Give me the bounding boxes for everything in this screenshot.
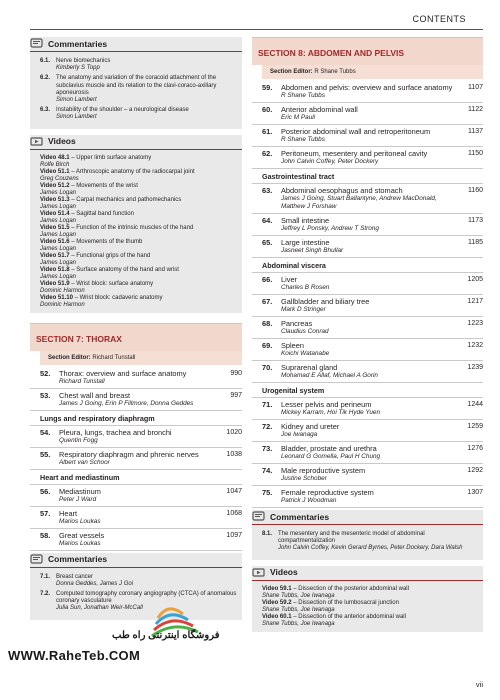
chapter-author: Richard Tunstall bbox=[59, 377, 105, 385]
commentary-number: 6.2. bbox=[40, 75, 51, 82]
chapter-page: 1173 bbox=[467, 217, 483, 224]
running-header: CONTENTS bbox=[412, 14, 466, 24]
video-author: James Logan bbox=[40, 189, 77, 196]
commentary-author: Simon Lambert bbox=[56, 114, 97, 121]
video-title: – Wrist block: surface anatomy bbox=[69, 280, 154, 287]
commentaries-header bbox=[30, 37, 242, 52]
video-entry bbox=[40, 183, 242, 197]
chapter-title: Male reproductive system bbox=[281, 466, 366, 475]
chapter-number: 69. bbox=[262, 341, 273, 350]
chapter-page: 1068 bbox=[226, 509, 242, 517]
chapter-number: 68. bbox=[262, 319, 273, 328]
chapter-row bbox=[252, 442, 483, 464]
video-author: James Logan bbox=[40, 231, 77, 238]
video-entry bbox=[40, 197, 242, 211]
video-entry bbox=[40, 281, 242, 295]
commentary-author: Donna Geddes, James J Goi bbox=[56, 580, 134, 587]
commentary-entry bbox=[40, 107, 242, 121]
chapter-row bbox=[252, 317, 483, 339]
video-code: Video 51.4 bbox=[40, 210, 70, 217]
video-author: James Logan bbox=[40, 203, 77, 210]
video-code: Video 51.3 bbox=[40, 196, 70, 203]
video-code: Video 51.2 bbox=[40, 182, 70, 189]
chapter-number: 64. bbox=[262, 216, 273, 225]
video-code: Video 60.1 bbox=[262, 613, 292, 620]
section-8-title: SECTION 8: ABDOMEN AND PELVIS bbox=[258, 48, 405, 58]
chapter-row bbox=[30, 367, 242, 389]
video-title: – Dissection of the lumbosacral junction bbox=[291, 599, 399, 606]
chapter-number: 70. bbox=[262, 363, 273, 372]
chapter-title: Liver bbox=[281, 275, 298, 284]
chapter-title: Large intestine bbox=[281, 238, 330, 247]
chapter-page: 1259 bbox=[467, 423, 483, 430]
section-7-chapters bbox=[30, 365, 242, 551]
chapter-page: 1160 bbox=[467, 187, 483, 194]
commentary-entry bbox=[40, 58, 242, 72]
chapter-title: Respiratory diaphragm and phrenic nerves bbox=[59, 449, 199, 459]
section-7-editor: Section Editor: Richard Tunstall bbox=[40, 351, 242, 365]
chapter-author: Mark D Stringer bbox=[281, 306, 326, 313]
chapter-page: 1097 bbox=[226, 531, 242, 539]
chapter-row bbox=[252, 464, 483, 486]
video-author: Rolfe Birch bbox=[40, 161, 70, 168]
chapter-page: 1038 bbox=[226, 450, 242, 458]
chapter-title: Heart bbox=[59, 508, 78, 518]
video-author: Shane Tubbs, Joe Iwanaga bbox=[262, 592, 335, 599]
chapter-author: Peter J Ward bbox=[59, 495, 97, 503]
right-videos-list bbox=[252, 585, 483, 632]
chapter-author: R Shane Tubbs bbox=[281, 136, 325, 143]
videos-header bbox=[30, 135, 242, 150]
chapter-number: 60. bbox=[262, 105, 273, 114]
chapter-row bbox=[252, 236, 483, 258]
chapter-row bbox=[252, 103, 483, 125]
video-code: Video 51.5 bbox=[40, 224, 70, 231]
chapter-page: 1232 bbox=[467, 342, 483, 349]
chapter-author: Marios Loukas bbox=[59, 517, 101, 525]
chapter-title: Pancreas bbox=[281, 319, 313, 328]
watermark-persian-text: فروشگاه اینترنتی راه طب bbox=[112, 630, 220, 641]
chapter-title: Pleura, lungs, trachea and bronchi bbox=[59, 427, 172, 437]
video-code: Video 51.8 bbox=[40, 266, 70, 273]
section-8-chapters bbox=[252, 79, 483, 508]
chapter-title: Lesser pelvis and perineum bbox=[281, 400, 372, 409]
video-entry bbox=[262, 586, 483, 600]
video-entry bbox=[40, 225, 242, 239]
chapter-page: 1217 bbox=[467, 298, 483, 305]
chapter-title: Anterior abdominal wall bbox=[281, 105, 358, 114]
chapter-author: Koichi Watanabe bbox=[281, 350, 330, 357]
chapter-page: 1307 bbox=[467, 489, 483, 496]
commentary-number: 7.1. bbox=[40, 573, 51, 580]
commentary-title: Breast cancer bbox=[56, 573, 94, 580]
commentaries-2-title: Commentaries bbox=[48, 554, 108, 565]
commentary-icon bbox=[252, 511, 265, 522]
chapter-row bbox=[30, 485, 242, 507]
chapter-row bbox=[252, 339, 483, 361]
chapter-number: 56. bbox=[40, 486, 51, 496]
chapter-author: Charles B Rosen bbox=[281, 284, 330, 291]
chapter-author: Jeffrey L Ponsky, Andrew T Strong bbox=[281, 225, 379, 232]
chapter-page: 997 bbox=[230, 391, 242, 399]
video-author: James Logan bbox=[40, 217, 77, 224]
video-title: – Functional grips of the hand bbox=[69, 252, 151, 259]
chapter-page: 1020 bbox=[226, 428, 242, 436]
chapter-page: 1150 bbox=[467, 150, 483, 157]
videos-list bbox=[30, 154, 242, 313]
right-commentaries-title: Commentaries bbox=[270, 511, 330, 522]
chapter-number: 61. bbox=[262, 127, 273, 136]
video-title: – Carpal mechanics and pathomechanics bbox=[69, 196, 182, 203]
video-code: Video 51.10 bbox=[40, 294, 73, 301]
chapter-title: Suprarenal gland bbox=[281, 363, 338, 372]
chapter-author: Mohamad E Allaf, Michael A Gorin bbox=[281, 372, 378, 379]
video-code: Video 51.1 bbox=[40, 168, 70, 175]
chapter-number: 53. bbox=[40, 390, 51, 400]
commentary-author: Julia Sun, Jonathan Weir-McCall bbox=[56, 605, 143, 612]
chapter-title: Abdomen and pelvis: overview and surface anatomy bbox=[281, 83, 453, 92]
chapter-page: 1107 bbox=[467, 84, 483, 91]
chapter-row bbox=[30, 426, 242, 448]
chapter-author: John Calvin Coffey, Peter Dockery bbox=[281, 158, 379, 165]
chapter-number: 71. bbox=[262, 400, 273, 409]
chapter-number: 54. bbox=[40, 427, 51, 437]
section-7-title: SECTION 7: THORAX bbox=[36, 333, 122, 344]
commentary-author: Kimberly S Topp bbox=[56, 65, 100, 72]
commentary-icon bbox=[30, 554, 43, 565]
chapter-title: Kidney and ureter bbox=[281, 422, 340, 431]
section-8-editor: Section Editor: R Shane Tubbs bbox=[262, 65, 483, 79]
right-videos-header bbox=[252, 566, 483, 581]
chapter-title: Abdominal oesophagus and stomach bbox=[281, 186, 403, 195]
right-commentaries-block bbox=[252, 510, 483, 560]
videos-block bbox=[30, 135, 242, 313]
video-code: Video 51.7 bbox=[40, 252, 70, 259]
chapter-title: Gallbladder and biliary tree bbox=[281, 297, 370, 306]
video-code: Video 59.2 bbox=[262, 599, 292, 606]
chapter-author: James J Going, Erin P Fillmore, Donna Geddes bbox=[59, 399, 194, 407]
video-author: James Logan bbox=[40, 245, 77, 252]
chapter-group-heading: Heart and mediastinum bbox=[30, 470, 242, 485]
video-entry bbox=[40, 211, 242, 225]
right-commentaries-header bbox=[252, 510, 483, 525]
video-title: – Movements of the thumb bbox=[69, 238, 143, 245]
commentary-title: The mesentery and the mesenteric model of abdominal compartmentalization bbox=[278, 531, 425, 545]
commentary-number: 8.1. bbox=[262, 531, 273, 537]
chapter-title: Great vessels bbox=[59, 530, 105, 540]
chapter-row bbox=[30, 448, 242, 470]
chapter-row bbox=[30, 507, 242, 529]
chapter-author: Eric M Pauli bbox=[281, 114, 316, 121]
commentary-author: Simon Lambert bbox=[56, 97, 97, 104]
chapter-page: 1185 bbox=[467, 239, 483, 246]
chapter-number: 74. bbox=[262, 466, 273, 475]
chapter-author: Albert van Schoor bbox=[59, 458, 110, 466]
video-title: – Wrist block: cadaveric anatomy bbox=[72, 294, 163, 301]
video-author: Shane Tubbs, Joe Iwanaga bbox=[262, 606, 335, 613]
chapter-row bbox=[252, 486, 483, 508]
chapter-author: Leonard G Gomella, Paul H Chung bbox=[281, 453, 381, 460]
chapter-row bbox=[252, 184, 483, 214]
chapter-page: 1205 bbox=[467, 276, 483, 283]
chapter-group-heading: Abdominal viscera bbox=[252, 258, 483, 273]
chapter-number: 66. bbox=[262, 275, 273, 284]
watermark-url: WWW.RaheTeb.COM bbox=[8, 648, 141, 663]
chapter-row bbox=[252, 398, 483, 420]
video-title: – Arthroscopic anatomy of the radiocarpal joint bbox=[69, 168, 195, 175]
chapter-number: 59. bbox=[262, 83, 273, 92]
chapter-number: 75. bbox=[262, 488, 273, 497]
chapter-title: Small intestine bbox=[281, 216, 330, 225]
commentary-icon bbox=[30, 38, 43, 49]
video-title: – Dissection of the anterior abdominal wall bbox=[291, 613, 406, 620]
page-number: vii bbox=[475, 680, 483, 689]
chapter-author: Quentin Fogg bbox=[59, 436, 98, 444]
chapter-author: Mickey Karram, Hoi Tik Hyde Yuen bbox=[281, 409, 381, 416]
commentary-title: Nerve biomechanics bbox=[56, 58, 111, 64]
video-icon bbox=[252, 567, 265, 578]
chapter-author: James J Going, Stuart Ballantyne, Andrew MacDonald, Matthew J Forshaw bbox=[281, 195, 437, 210]
chapter-number: 52. bbox=[40, 368, 51, 378]
chapter-number: 58. bbox=[40, 530, 51, 540]
video-icon bbox=[30, 136, 43, 147]
section-7-header bbox=[30, 323, 242, 351]
section-8 bbox=[252, 37, 483, 508]
chapter-title: Peritoneum, mesentery and peritoneal cavity bbox=[281, 149, 428, 158]
chapter-row bbox=[252, 361, 483, 383]
chapter-number: 72. bbox=[262, 422, 273, 431]
video-entry bbox=[40, 155, 242, 169]
video-entry bbox=[40, 253, 242, 267]
chapter-row bbox=[252, 295, 483, 317]
video-author: Dominic Harmon bbox=[40, 287, 85, 294]
video-entry bbox=[40, 169, 242, 183]
chapter-author: Justine Schober bbox=[281, 475, 327, 482]
chapter-page: 1047 bbox=[226, 487, 242, 495]
video-author: Shane Tubbs, Joe Iwanaga bbox=[262, 620, 335, 627]
video-title: – Surface anatomy of the hand and wrist bbox=[69, 266, 179, 273]
chapter-number: 73. bbox=[262, 444, 273, 453]
video-title: – Upper limb surface anatomy bbox=[69, 154, 152, 161]
commentary-author: John Calvin Coffey, Kevin Gerard Byrnes, Peter Dockery, Dara Walsh bbox=[278, 545, 463, 552]
video-author: Greg Couzens bbox=[40, 175, 79, 182]
chapter-number: 62. bbox=[262, 149, 273, 158]
commentary-number: 6.1. bbox=[40, 58, 51, 64]
chapter-row bbox=[30, 529, 242, 551]
chapter-author: Patrick J Woodman bbox=[281, 497, 337, 504]
commentary-title: Computed tomography coronary angiography (CTCA) of anomalous coronary vasculature bbox=[56, 591, 237, 605]
chapter-title: Thorax: overview and surface anatomy bbox=[59, 368, 187, 378]
chapter-group-heading: Gastrointestinal tract bbox=[252, 169, 483, 184]
video-title: – Function of the intrinsic muscles of the hand bbox=[69, 224, 194, 231]
chapter-group-heading: Urogenital system bbox=[252, 383, 483, 398]
chapter-title: Chest wall and breast bbox=[59, 390, 131, 400]
video-title: – Sagittal band function bbox=[69, 210, 134, 217]
chapter-author: Joe Iwanaga bbox=[281, 431, 318, 438]
chapter-row bbox=[30, 389, 242, 411]
chapter-row bbox=[252, 214, 483, 236]
commentaries-title: Commentaries bbox=[48, 38, 108, 49]
chapter-row bbox=[252, 147, 483, 169]
chapter-row bbox=[252, 273, 483, 295]
commentary-entry bbox=[40, 574, 242, 588]
chapter-page: 1122 bbox=[467, 106, 483, 113]
header-rule bbox=[30, 29, 483, 30]
chapter-page: 1223 bbox=[467, 320, 483, 327]
commentary-number: 6.3. bbox=[40, 107, 51, 114]
commentary-number: 7.2. bbox=[40, 591, 51, 598]
commentary-entry bbox=[262, 531, 483, 553]
chapter-page: 1137 bbox=[467, 128, 483, 135]
chapter-page: 1276 bbox=[467, 445, 483, 452]
left-column bbox=[30, 37, 242, 620]
video-entry bbox=[262, 600, 483, 614]
commentaries-2-header bbox=[30, 553, 242, 568]
section-7 bbox=[30, 323, 242, 551]
commentaries-block bbox=[30, 37, 242, 129]
commentaries-list bbox=[30, 56, 242, 129]
video-author: James Logan bbox=[40, 273, 77, 280]
chapter-author: R Shane Tubbs bbox=[281, 92, 325, 99]
chapter-number: 63. bbox=[262, 186, 273, 195]
chapter-number: 55. bbox=[40, 449, 51, 459]
chapter-row bbox=[252, 81, 483, 103]
video-code: Video 51.9 bbox=[40, 280, 70, 287]
chapter-page: 1292 bbox=[467, 467, 483, 474]
chapter-author: Marios Loukas bbox=[59, 539, 101, 547]
right-videos-block bbox=[252, 566, 483, 632]
chapter-author: Jasneet Singh Bhullar bbox=[281, 247, 344, 254]
video-entry bbox=[40, 239, 242, 253]
chapter-page: 1244 bbox=[467, 401, 483, 408]
chapter-author: Claudius Conrad bbox=[281, 328, 329, 335]
chapter-title: Female reproductive system bbox=[281, 488, 374, 497]
video-code: Video 59.1 bbox=[262, 585, 292, 592]
video-code: Video 51.6 bbox=[40, 238, 70, 245]
chapter-number: 57. bbox=[40, 508, 51, 518]
chapter-page: 990 bbox=[230, 369, 242, 377]
videos-title: Videos bbox=[48, 136, 76, 147]
video-author: Dominic Harmon bbox=[40, 301, 85, 308]
chapter-title: Bladder, prostate and urethra bbox=[281, 444, 377, 453]
right-commentaries-list bbox=[252, 529, 483, 560]
video-title: – Movements of the wrist bbox=[69, 182, 138, 189]
chapter-page: 1239 bbox=[467, 364, 483, 371]
chapter-title: Mediastinum bbox=[59, 486, 101, 496]
video-entry bbox=[40, 267, 242, 281]
chapter-title: Posterior abdominal wall and retroperitoneum bbox=[281, 127, 431, 136]
chapter-number: 67. bbox=[262, 297, 273, 306]
chapter-number: 65. bbox=[262, 238, 273, 247]
video-entry bbox=[262, 614, 483, 628]
video-code: Video 48.1 bbox=[40, 154, 70, 161]
chapter-title: Spleen bbox=[281, 341, 305, 350]
chapter-group-heading: Lungs and respiratory diaphragm bbox=[30, 411, 242, 426]
commentary-title: The anatomy and variation of the coracoid attachment of the subclavius muscle and its relation to the clavi-coraco-axillary aponeurosis bbox=[56, 75, 217, 96]
right-videos-title: Videos bbox=[270, 567, 298, 578]
video-author: James Logan bbox=[40, 259, 77, 266]
video-title: – Dissection of the posterior abdominal wall bbox=[291, 585, 409, 592]
video-entry bbox=[40, 295, 242, 309]
right-column bbox=[252, 37, 483, 632]
commentary-entry bbox=[40, 75, 242, 104]
commentary-title: Instability of the shoulder – a neurological disease bbox=[56, 107, 189, 114]
chapter-row bbox=[252, 420, 483, 442]
chapter-row bbox=[252, 125, 483, 147]
section-8-header bbox=[252, 37, 483, 65]
